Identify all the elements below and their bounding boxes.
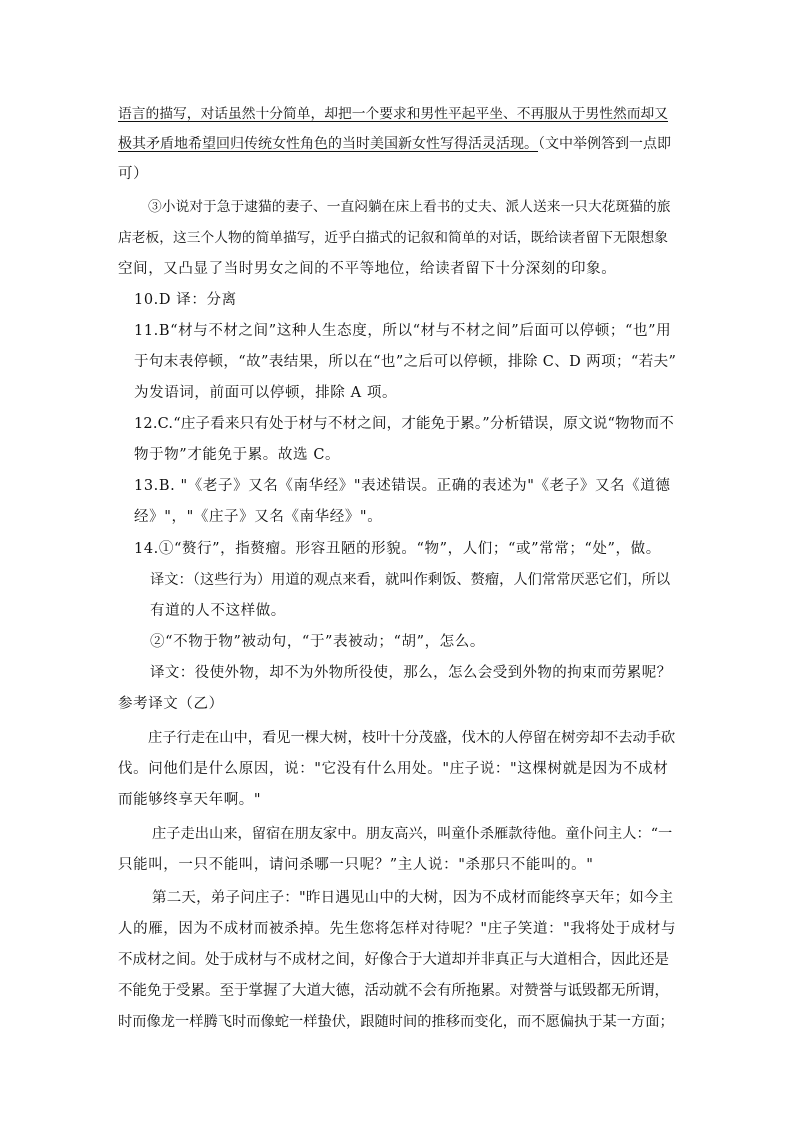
paragraph1-line3: 可） bbox=[118, 166, 149, 182]
paragraph1-line1: 语言的描写，对话虽然十分简单，却把一个要求和男性平起平坐、不再服从于男性然而却又 bbox=[118, 106, 669, 122]
translation-p1-line1: 庄子行走在山中，看见一棵大树，枝叶十分茂盛，伐木的人停留在树旁却不去动手砍 bbox=[148, 730, 676, 746]
answer-q14-line2: 译文：（这些行为）用道的观点来看，就叫作剩饭、赘瘤，人们常常厌恶它们，所以 bbox=[150, 572, 671, 588]
reference-heading: 参考译文（乙） bbox=[118, 696, 224, 712]
paragraph1-line2-rest: （文中举例答到一点即 bbox=[538, 136, 671, 152]
paragraph2-line3: 空间，又凸显了当时男女之间的不平等地位，给读者留下十分深刻的印象。 bbox=[118, 261, 617, 277]
answer-q12-line2: 物于物”才能免于累。故选 C。 bbox=[134, 447, 341, 463]
answer-q14-line1: 14.①“赘行”，指赘瘤。形容丑陋的形貌。“物”，人们；“或”常常；“处”，做。 bbox=[134, 541, 661, 557]
translation-p3-line2: 人的雁，因为不成材而被杀掉。先生您将怎样对待呢？"庄子笑道："我将处于成材与 bbox=[118, 921, 677, 937]
translation-p2-line1: 庄子走出山来，留宿在朋友家中。朋友高兴，叫童仆杀雁款待他。童仆问主人：“一 bbox=[152, 826, 673, 842]
translation-p2-line2: 只能叫，一只不能叫，请问杀哪一只呢？”主人说："杀那只不能叫的。" bbox=[118, 857, 594, 873]
translation-p3-line4: 不能免于受累。至于掌握了大道大德，活动就不会有所拖累。对赞誉与诋毁都无所谓， bbox=[118, 983, 669, 999]
translation-p1-line2: 伐。问他们是什么原因，说："它没有什么用处。"庄子说："这棵树就是因为不成材 bbox=[118, 761, 669, 777]
paragraph2-line2: 店老板，这三个人物的简单描写，近乎白描式的记叙和简单的对话，既给读者留下无限想象 bbox=[118, 230, 669, 246]
translation-p1-line3: 而能够终享天年啊。" bbox=[118, 792, 262, 808]
translation-p3-line5: 时而像龙一样腾飞时而像蛇一样蛰伏，跟随时间的推移而变化，而不愿偏执于某一方面； bbox=[118, 1014, 674, 1030]
answer-q12-line1: 12.C.“庄子看来只有处于材与不材之间，才能免于累。”分析错误，原文说“物物而不 bbox=[134, 416, 674, 432]
translation-p3-line1: 第二天，弟子问庄子："昨日遇见山中的大树，因为不成材而能终享天年；如今主 bbox=[152, 890, 674, 906]
paragraph2-line1: ③小说对于急于逮猫的妻子、一直闷躺在床上看书的丈夫、派人送来一只大花斑猫的旅 bbox=[148, 199, 671, 215]
answer-q11-line1: 11.B“材与不材之间”这种人生态度，所以“材与不材之间”后面可以停顿；“也”用 bbox=[134, 323, 672, 339]
paragraph1-line2-underlined: 极其矛盾地希望回归传统女性角色的当时美国新女性写得活灵活现。 bbox=[118, 136, 538, 152]
answer-q14-line4: ②“不物于物”被动句，“于”表被动；“胡”，怎么。 bbox=[150, 634, 485, 650]
answer-q13-line1: 13.B. "《老子》又名《南华经》"表述错误。正确的表述为"《老子》又名《道德 bbox=[134, 478, 671, 494]
answer-q11-line2: 于句末表停顿，“故”表结果，所以在“也”之后可以停顿，排除 C、D 两项；“若夫” bbox=[134, 354, 677, 370]
answer-q14-line5: 译文：役使外物，却不为外物所役使，那么，怎么会受到外物的拘束而劳累呢？ bbox=[150, 665, 672, 681]
answer-q14-line3: 有道的人不这样做。 bbox=[150, 603, 286, 619]
answer-q11-line3: 为发语词，前面可以停顿，排除 A 项。 bbox=[134, 385, 398, 401]
answer-q10: 10.D 译：分离 bbox=[134, 292, 237, 308]
paragraph1-line2 bbox=[118, 134, 671, 154]
translation-p3-line3: 不成材之间。处于成材与不成材之间，好像合于大道却并非真正与大道相合，因此还是 bbox=[118, 952, 669, 968]
answer-q13-line2: 经》"，"《庄子》又名《南华经》"。 bbox=[134, 509, 383, 525]
